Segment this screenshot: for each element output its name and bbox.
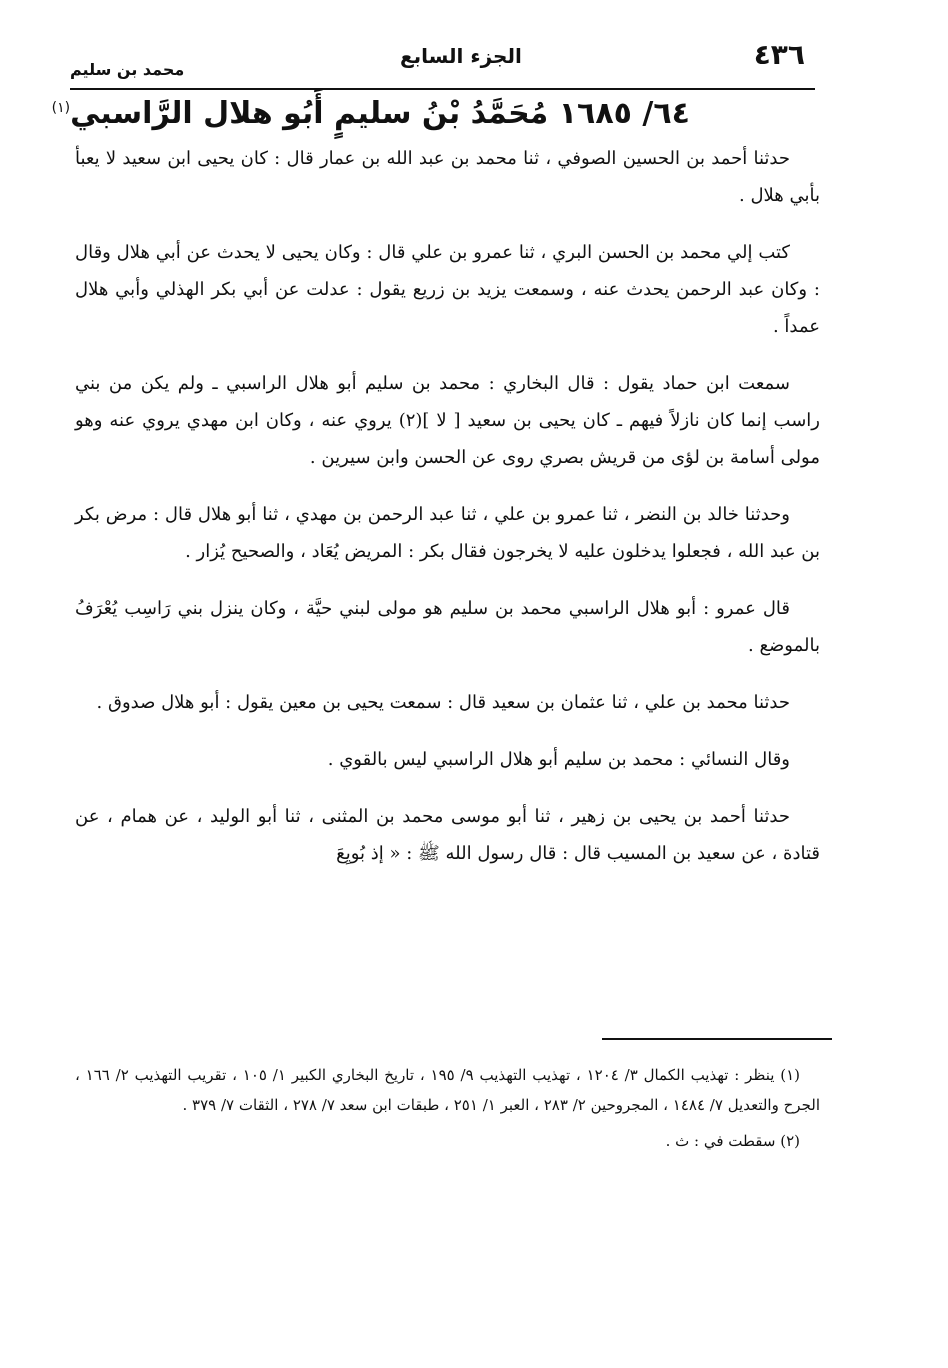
page-header xyxy=(70,38,815,84)
main-text xyxy=(75,140,820,892)
entry-title xyxy=(51,96,690,131)
paragraph: حدثنا محمد بن علي ، ثنا عثمان بن سعيد قال : سمعت يحيى بن معين يقول : أبو هلال صدوق . xyxy=(96,692,790,713)
running-title: محمد بن سليم xyxy=(70,60,185,79)
footnotes xyxy=(75,1060,820,1162)
volume-part: الجزء السابع xyxy=(400,44,522,68)
header-rule xyxy=(70,88,815,90)
paragraph: سمعت ابن حماد يقول : قال البخاري : محمد بن سليم أبو هلال الراسبي ـ ولم يكن من بني راسب إنما كان نازلاً فيهم ـ كان يحيى بن سعيد [ لا ](٢) يروي عنه ، وكان ابن مهدي يروي عنه وهو مولى أسامة بن لؤى من قريش بصري روى عن الحسن وابن سيرين . xyxy=(75,373,820,468)
footnote: (٢) سقطت في : ث . xyxy=(665,1132,800,1150)
entry-footnote-ref: (١) xyxy=(51,100,71,116)
footnote: (١) ينظر : تهذيب الكمال ٣/ ١٢٠٤ ، تهذيب التهذيب ٩/ ١٩٥ ، تاريخ البخاري الكبير ١/ ١٠٥ ، تقريب التهذيب ٢/ ١٦٦ ، الجرح والتعديل ٧/ ١٤٨٤ ، المجروحين ٢/ ٢٨٣ ، العبر ١/ ٢٥١ ، طبقات ابن سعد ٧/ ٢٧٨ ، الثقات ٧/ ٣٧٩ . xyxy=(75,1066,820,1114)
paragraph: قال عمرو : أبو هلال الراسبي محمد بن سليم هو مولى لبني حيَّة ، وكان ينزل بني رَاسِب يُعْرَفُ بالموضع . xyxy=(75,598,820,656)
paragraph: كتب إلي محمد بن الحسن البري ، ثنا عمرو بن علي قال : وكان يحيى لا يحدث عن أبي هلال وقال : وكان عبد الرحمن يحدث عنه ، وسمعت يزيد بن زريع يقول : عدلت عن أبي بكر الهذلي وأبي هلال عمداً . xyxy=(75,242,820,337)
footnote-rule xyxy=(602,1038,832,1040)
paragraph: حدثنا أحمد بن يحيى بن زهير ، ثنا أبو موسى محمد بن المثنى ، ثنا أبو الوليد ، عن همام ، عن قتادة ، عن سعيد بن المسيب قال : قال رسول الله ﷺ : « إذ بُويِعَ xyxy=(75,806,820,864)
entry-title-text: ٦٤/ ١٦٨٥ مُحَمَّدُ بْنُ سليمٍ أَبُو هلال الرَّاسبي xyxy=(70,96,690,131)
paragraph: حدثنا أحمد بن الحسين الصوفي ، ثنا محمد بن عبد الله بن عمار قال : كان يحيى ابن سعيد لا يعبأ بأبي هلال . xyxy=(75,148,820,206)
page-number: ٤٣٦ xyxy=(753,38,805,71)
paragraph: وحدثنا خالد بن النضر ، ثنا عمرو بن علي ، ثنا عبد الرحمن بن مهدي ، ثنا أبو هلال قال : مرض بكر بن عبد الله ، فجعلوا يدخلون عليه لا يخرجون فقال بكر : المريض يُعَاد ، والصحيح يُزار . xyxy=(75,504,820,562)
paragraph: وقال النسائي : محمد بن سليم أبو هلال الراسبي ليس بالقوي . xyxy=(327,749,790,770)
